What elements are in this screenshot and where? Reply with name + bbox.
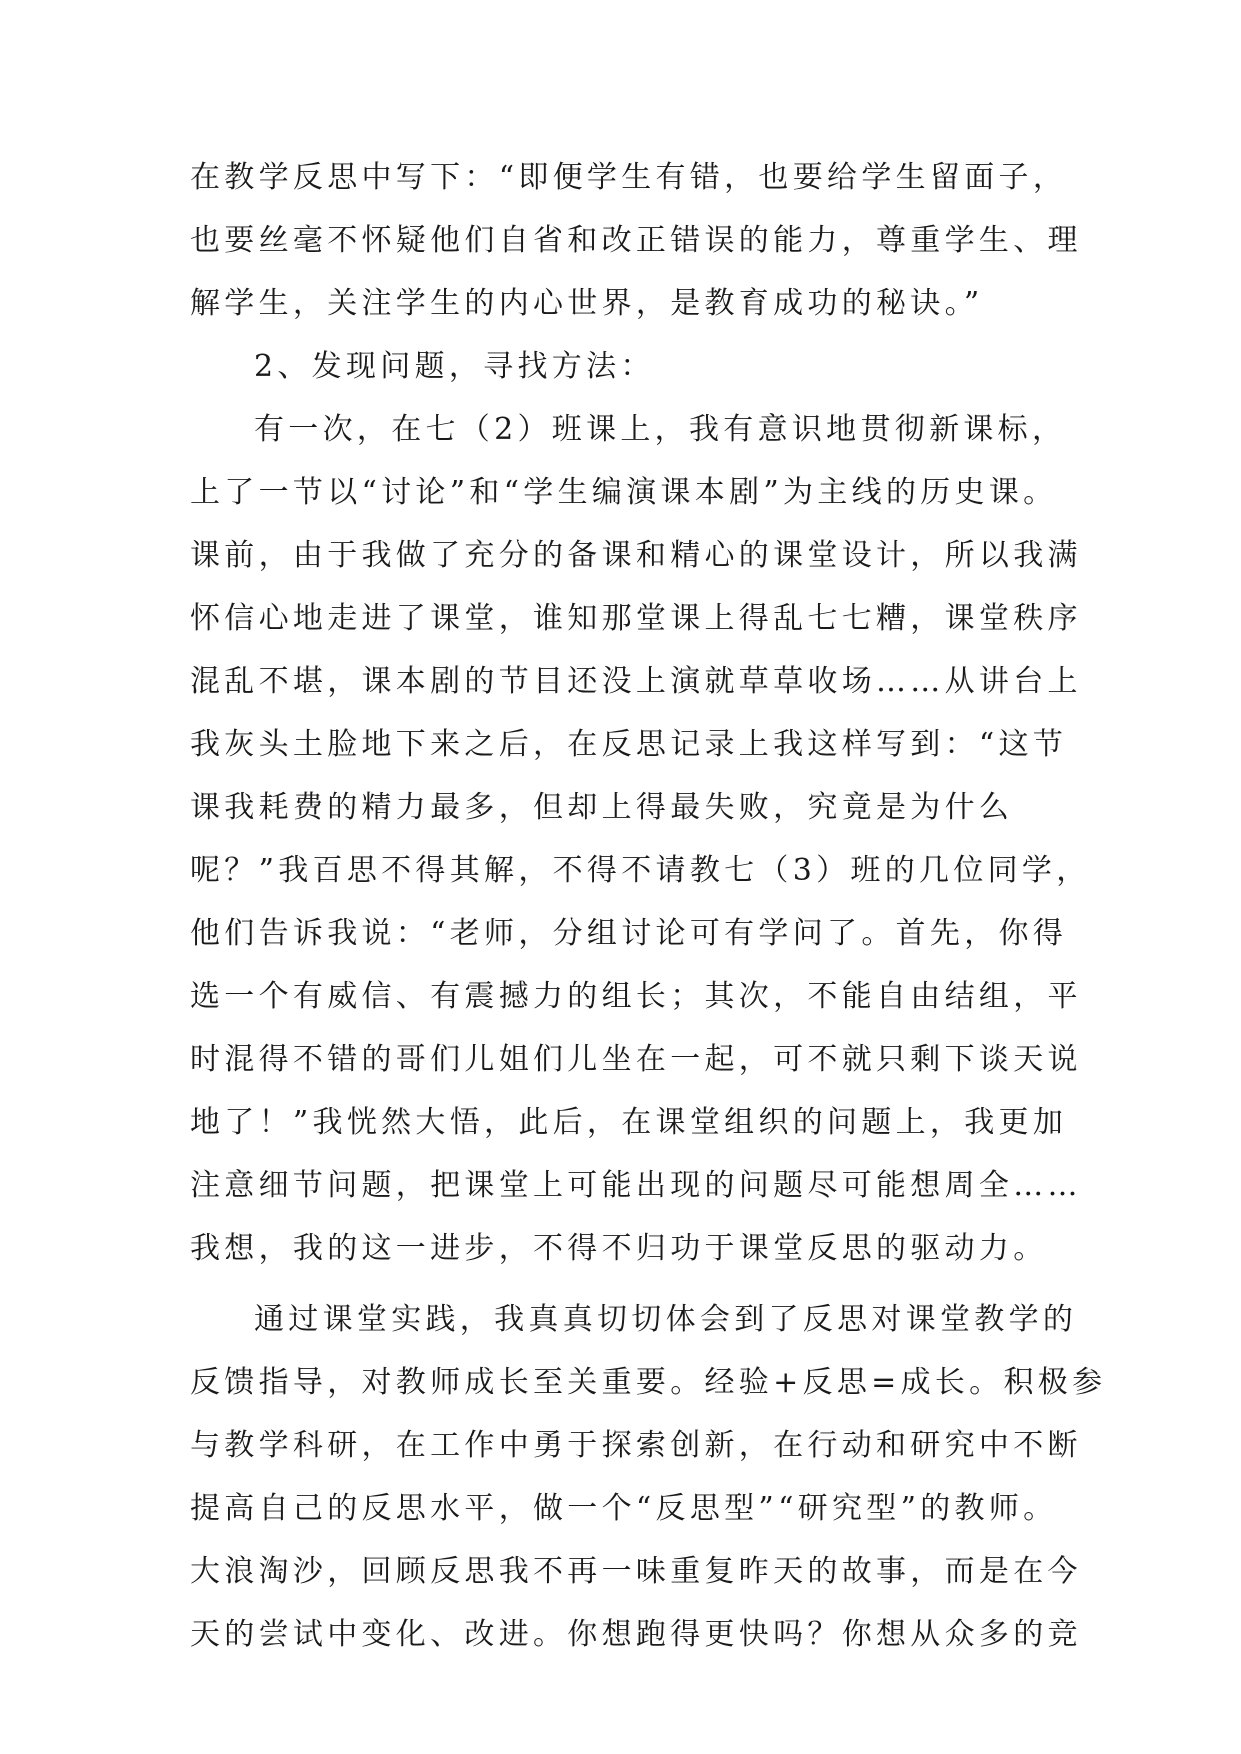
- text-line: 有一次，在七（2）班课上，我有意识地贯彻新课标，: [254, 412, 1067, 447]
- text-line: 通过课堂实践，我真真切切体会到了反思对课堂教学的: [254, 1302, 1078, 1337]
- section-heading: 2、发现问题，寻找方法：: [254, 349, 655, 384]
- text-line: 天的尝试中变化、改进。你想跑得更快吗？你想从众多的竞: [190, 1617, 1082, 1652]
- text-line: 课我耗费的精力最多，但却上得最失败，究竟是为什么: [190, 790, 1014, 825]
- text-line: 课前，由于我做了充分的备课和精心的课堂设计，所以我满: [190, 538, 1082, 573]
- text-line: 也要丝毫不怀疑他们自省和改正错误的能力，尊重学生、理: [190, 223, 1082, 258]
- text-line: 大浪淘沙，回顾反思我不再一味重复昨天的故事，而是在今: [190, 1554, 1082, 1589]
- text-line: 我灰头土脸地下来之后，在反思记录上我这样写到：“这节: [190, 727, 1068, 762]
- text-line: 在教学反思中写下：“即便学生有错，也要给学生留面子，: [190, 160, 1068, 195]
- text-line: 地了！”我恍然大悟，此后，在课堂组织的问题上，我更加: [190, 1105, 1068, 1140]
- text-line: 混乱不堪，课本剧的节目还没上演就草草收场……从讲台上: [190, 664, 1082, 699]
- text-line: 注意细节问题，把课堂上可能出现的问题尽可能想周全……: [190, 1168, 1082, 1203]
- text-line: 选一个有威信、有震撼力的组长；其次，不能自由结组，平: [190, 979, 1082, 1014]
- text-line: 他们告诉我说：“老师，分组讨论可有学问了。首先，你得: [190, 916, 1068, 951]
- text-line: 提高自己的反思水平，做一个“反思型”“研究型”的教师。: [190, 1491, 1058, 1526]
- text-line: 我想，我的这一进步，不得不归功于课堂反思的驱动力。: [190, 1231, 1048, 1266]
- text-line: 反馈指导，对教师成长至关重要。经验+反思=成长。积极参: [190, 1365, 1107, 1400]
- text-line: 上了一节以“讨论”和“学生编演课本剧”为主线的历史课。: [190, 475, 1058, 510]
- text-line: 怀信心地走进了课堂，谁知那堂课上得乱七七糟，课堂秩序: [190, 601, 1082, 636]
- text-line: 时混得不错的哥们儿姐们儿坐在一起，可不就只剩下谈天说: [190, 1042, 1082, 1077]
- text-line: 呢？”我百思不得其解，不得不请教七（3）班的几位同学，: [190, 853, 1091, 888]
- text-line: 与教学科研，在工作中勇于探索创新，在行动和研究中不断: [190, 1428, 1082, 1463]
- text-line: 解学生，关注学生的内心世界，是教育成功的秘诀。”: [190, 286, 984, 321]
